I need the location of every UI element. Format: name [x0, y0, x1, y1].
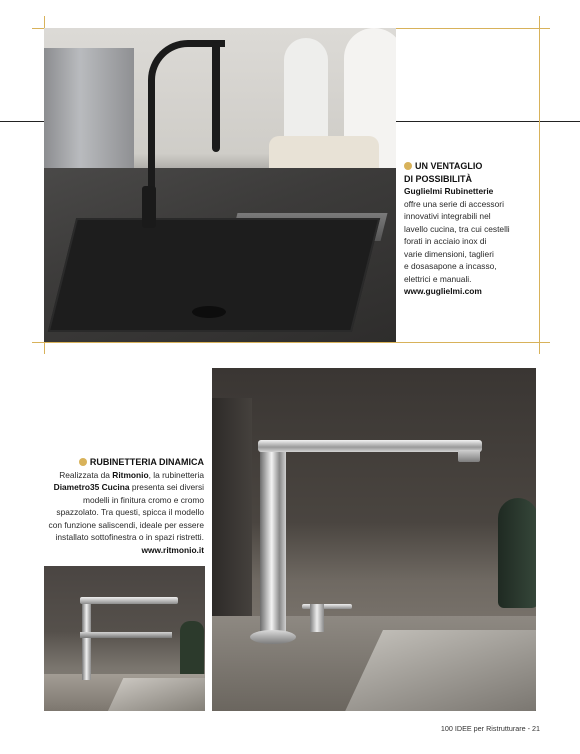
block1-line: varie dimensioni, taglieri [404, 248, 494, 259]
ritmonio-text-block [40, 456, 204, 556]
block1-line: elettrici e manuali. [404, 273, 472, 284]
page-footer: 100 IDEE per Ristrutturare - 21 [440, 724, 540, 733]
block2-url[interactable]: www.ritmonio.it [141, 544, 204, 555]
corner-mark [44, 342, 45, 343]
block1-line: innovativi integrabili nel [404, 211, 491, 221]
black-sink-photo [44, 28, 396, 342]
chrome-faucet-photo [212, 368, 536, 711]
bullet-dot-icon [79, 458, 87, 466]
bullet-dot-icon [404, 162, 412, 170]
block1-brand: Guglielmi Rubinetterie [404, 186, 494, 196]
block2-heading: RUBINETTERIA DINAMICA [40, 456, 204, 469]
block2-line: spazzolato. Tra questi, spicca il modello [56, 507, 204, 517]
corner-mark [539, 28, 540, 29]
top-right-rule [396, 121, 580, 122]
block2-line: Realizzata da Ritmonio, la rubinetteria [59, 469, 204, 480]
block1-heading-line2: DI POSSIBILITÀ [404, 173, 473, 184]
frame-line [32, 342, 550, 343]
small-faucet-photo [44, 566, 205, 711]
top-left-rule [0, 121, 44, 122]
block1-line: forati in acciaio inox di [404, 236, 487, 246]
corner-mark [539, 342, 540, 343]
guglielmi-text-block [404, 160, 554, 298]
block1-line: e dosasapone a incasso, [404, 261, 497, 271]
block1-line: lavello cucina, tra cui cestelli [404, 223, 510, 234]
block1-heading: UN VENTAGLIO [404, 160, 554, 173]
block2-line: Diametro35 Cucina presenta sei diversi [53, 482, 204, 492]
block2-line: installato sottofinestra o in spazi ristretti. [55, 532, 204, 542]
block2-line: modelli in finitura cromo e cromo [82, 494, 204, 505]
block1-url[interactable]: www.guglielmi.com [404, 286, 482, 296]
block2-line: con funzione saliscendi, ideale per essere [48, 519, 204, 530]
block1-line: offre una serie di accessori [404, 198, 504, 209]
